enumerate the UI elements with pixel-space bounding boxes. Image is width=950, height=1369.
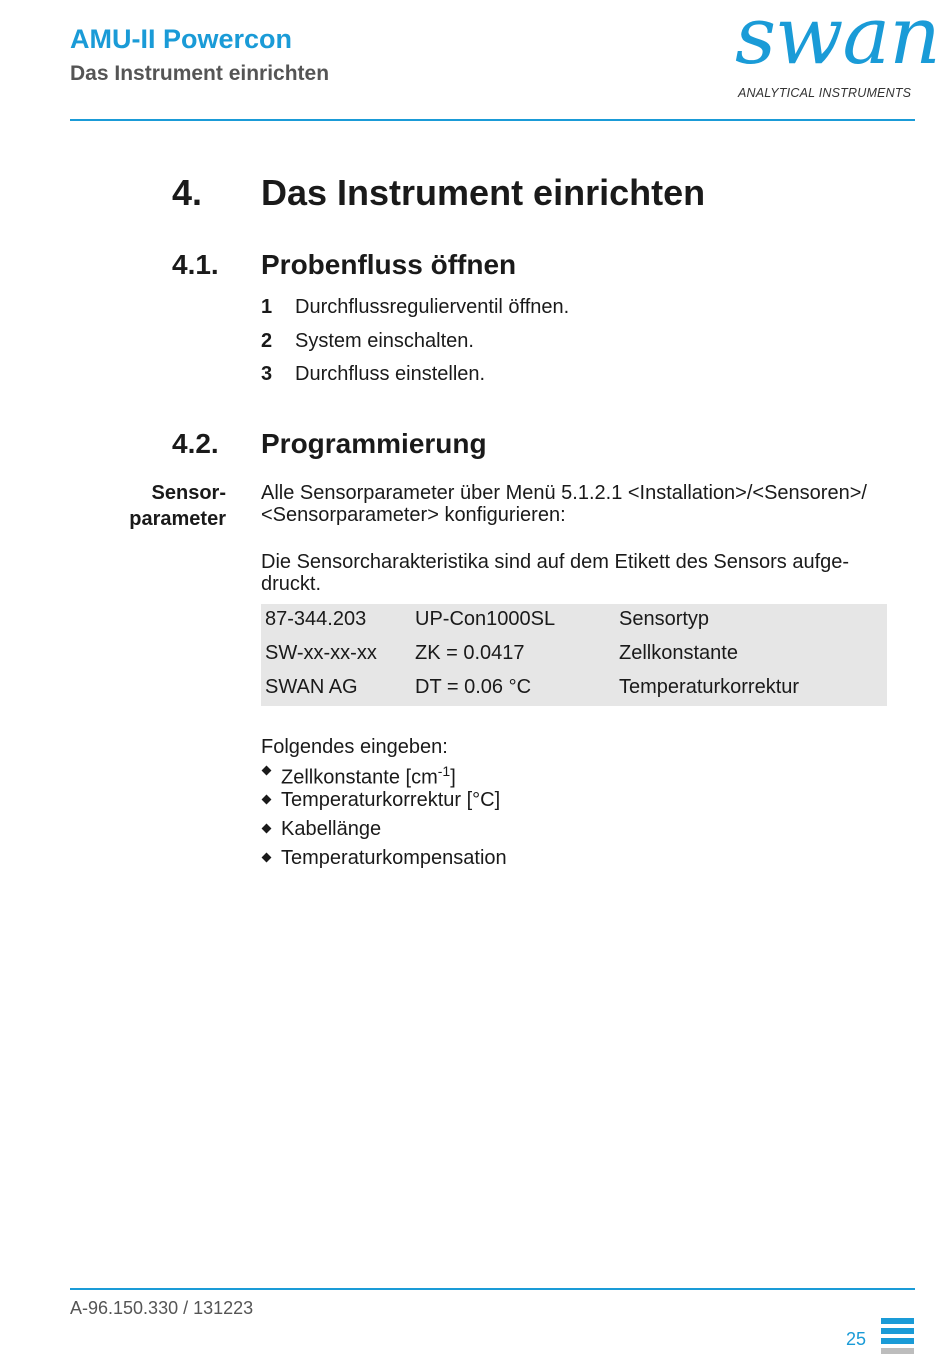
step-text: System einschalten. — [295, 330, 474, 352]
superscript-exponent: -1 — [437, 763, 451, 779]
diamond-bullet-icon — [262, 824, 272, 834]
step-number: 2 — [261, 330, 273, 352]
table-cell: ZK = 0.0417 — [415, 642, 525, 664]
instruction-paragraph — [261, 482, 911, 526]
stripe — [881, 1338, 914, 1344]
step-item — [261, 296, 569, 319]
document-subtitle: Das Instrument einrichten — [70, 62, 330, 85]
list-item — [261, 760, 507, 789]
sensor-label-table — [261, 604, 887, 706]
page-number: 25 — [846, 1329, 867, 1349]
diamond-bullet-icon — [262, 853, 272, 863]
diamond-bullet-icon — [262, 766, 272, 776]
step-item — [261, 330, 474, 353]
margin-label-sensorparameter — [100, 480, 226, 532]
table-row — [261, 638, 887, 672]
table-cell: UP-Con1000SL — [415, 608, 556, 630]
table-cell: Sensortyp — [619, 608, 710, 630]
step-number: 1 — [261, 296, 273, 318]
table-cell: SWAN AG — [265, 676, 358, 698]
paragraph-line: <Sensorparameter> konfigurieren: — [261, 504, 566, 526]
table-row — [261, 604, 887, 638]
stripe — [881, 1348, 914, 1354]
step-text: Durchflussregulierventil öffnen. — [295, 296, 570, 318]
logo-wordmark: swan — [735, 0, 940, 82]
document-title: AMU-II Powercon — [70, 24, 293, 54]
section-number-4-1: 4.1. — [172, 249, 219, 280]
section-title-4-1: Probenfluss öffnen — [261, 249, 517, 280]
enter-intro: Folgendes eingeben: — [261, 736, 448, 758]
document-id: A-96.150.330 / 131223 — [70, 1298, 254, 1318]
table-row — [261, 672, 887, 706]
table-cell: Zellkonstante — [619, 642, 738, 664]
margin-label-line: parameter — [129, 508, 226, 530]
page-stripes-icon — [881, 1318, 914, 1358]
list-item-text: Temperaturkompensation — [281, 847, 507, 869]
chapter-number: 4. — [172, 172, 203, 213]
list-item — [261, 818, 507, 847]
stripe — [881, 1318, 914, 1324]
list-item-text-end: ] — [450, 766, 456, 789]
step-item — [261, 363, 485, 386]
list-item-text: Temperaturkorrektur [°C] — [281, 789, 501, 811]
paragraph-line: Alle Sensorparameter über Menü 5.1.2.1 <Installation>/<Sensoren>/ — [261, 482, 867, 504]
table-cell: Temperaturkorrektur — [619, 676, 800, 698]
swan-logo — [735, 0, 940, 104]
table-cell: SW-xx-xx-xx — [265, 642, 377, 664]
header-divider — [70, 119, 915, 121]
paragraph-line: druckt. — [261, 573, 322, 595]
label-info-paragraph — [261, 551, 911, 595]
list-item — [261, 789, 507, 818]
logo-tagline: ANALYTICAL INSTRUMENTS — [738, 86, 912, 100]
step-text: Durchfluss einstellen. — [295, 363, 486, 385]
table-cell: 87-344.203 — [265, 608, 367, 630]
stripe — [881, 1328, 914, 1334]
list-item-text: Kabellänge — [281, 818, 382, 840]
footer-divider — [70, 1288, 915, 1290]
step-number: 3 — [261, 363, 273, 385]
paragraph-line: Die Sensorcharakteristika sind auf dem Etikett des Sensors aufge- — [261, 551, 850, 573]
table-cell: DT = 0.06 °C — [415, 676, 532, 698]
margin-label-line: Sensor- — [151, 482, 226, 504]
diamond-bullet-icon — [262, 795, 272, 805]
parameter-list — [261, 760, 507, 876]
chapter-title: Das Instrument einrichten — [261, 172, 706, 213]
list-item-text: Zellkonstante [cm — [281, 766, 438, 789]
list-item — [261, 847, 507, 876]
section-title-4-2: Programmierung — [261, 428, 487, 459]
section-number-4-2: 4.2. — [172, 428, 219, 459]
